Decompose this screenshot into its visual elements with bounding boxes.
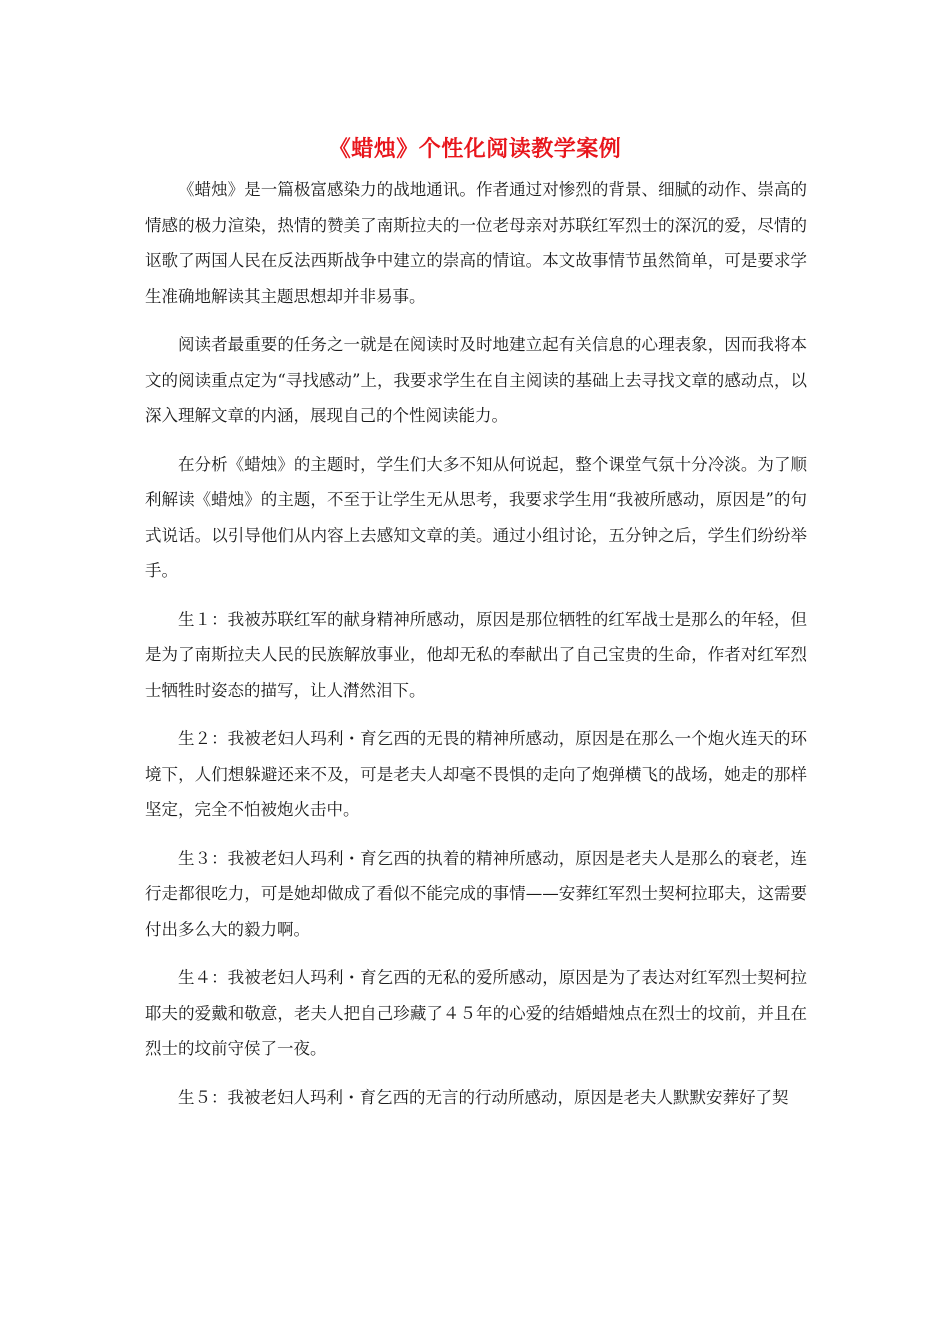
- document-body: [145, 172, 807, 1128]
- paragraph-student-4: 生４：我被老妇人玛利・育乞西的无私的爱所感动，原因是为了表达对红军烈士契柯拉耶夫的爱戴和敬意，老夫人把自己珍藏了４５年的心爱的结婚蜡烛点在烈士的坟前，并且在烈士的坟前守侯了一夜。: [145, 968, 807, 1058]
- paragraph-student-3: 生３：我被老妇人玛利・育乞西的执着的精神所感动，原因是老夫人是那么的衰老，连行走都很吃力，可是她却做成了看似不能完成的事情——安葬红军烈士契柯拉耶夫，这需要付出多么大的毅力啊。: [145, 848, 807, 939]
- paragraph-reading-task: 阅读者最重要的任务之一就是在阅读时及时地建立起有关信息的心理表象，因而我将本文的阅读重点定为“寻找感动”上，我要求学生在自主阅读的基础上去寻找文章的感动点，以深入理解文章的内涵，展现自己的个性阅读能力。: [145, 335, 807, 425]
- paragraph-student-2: 生２：我被老妇人玛利・育乞西的无畏的精神所感动，原因是在那么一个炮火连天的环境下，人们想躲避还来不及，可是老夫人却毫不畏惧的走向了炮弹横飞的战场，她走的那样坚定，完全不怕被炮火击中。: [145, 729, 807, 819]
- paragraph-student-1: 生１：我被苏联红军的献身精神所感动，原因是那位牺牲的红军战士是那么的年轻，但是为了南斯拉夫人民的民族解放事业，他却无私的奉献出了自己宝贵的生命，作者对红军烈士牺牲时姿态的描写，让人潸然泪下。: [145, 609, 807, 700]
- document-title: 《蜡烛》个性化阅读教学案例: [328, 136, 622, 162]
- paragraph-student-5: 生５：我被老妇人玛利・育乞西的无言的行动所感动，原因是老夫人默默安葬好了契: [178, 1087, 789, 1107]
- paragraph-theme-analysis: 在分析《蜡烛》的主题时，学生们大多不知从何说起，整个课堂气氛十分冷淡。为了顺利解读《蜡烛》的主题，不至于让学生无从思考，我要求学生用“我被所感动，原因是”的句式说话。以引导他们从内容上去感知文章的美。通过小组讨论，五分钟之后，学生们纷纷举手。: [145, 454, 807, 580]
- paragraph-intro: 《蜡烛》是一篇极富感染力的战地通讯。作者通过对惨烈的背景、细腻的动作、崇高的情感的极力渲染，热情的赞美了南斯拉夫的一位老母亲对苏联红军烈士的深沉的爱，尽情的讴歌了两国人民在反法西斯战争中建立的崇高的情谊。本文故事情节虽然简单，可是要求学生准确地解读其主题思想却并非易事。: [145, 180, 807, 306]
